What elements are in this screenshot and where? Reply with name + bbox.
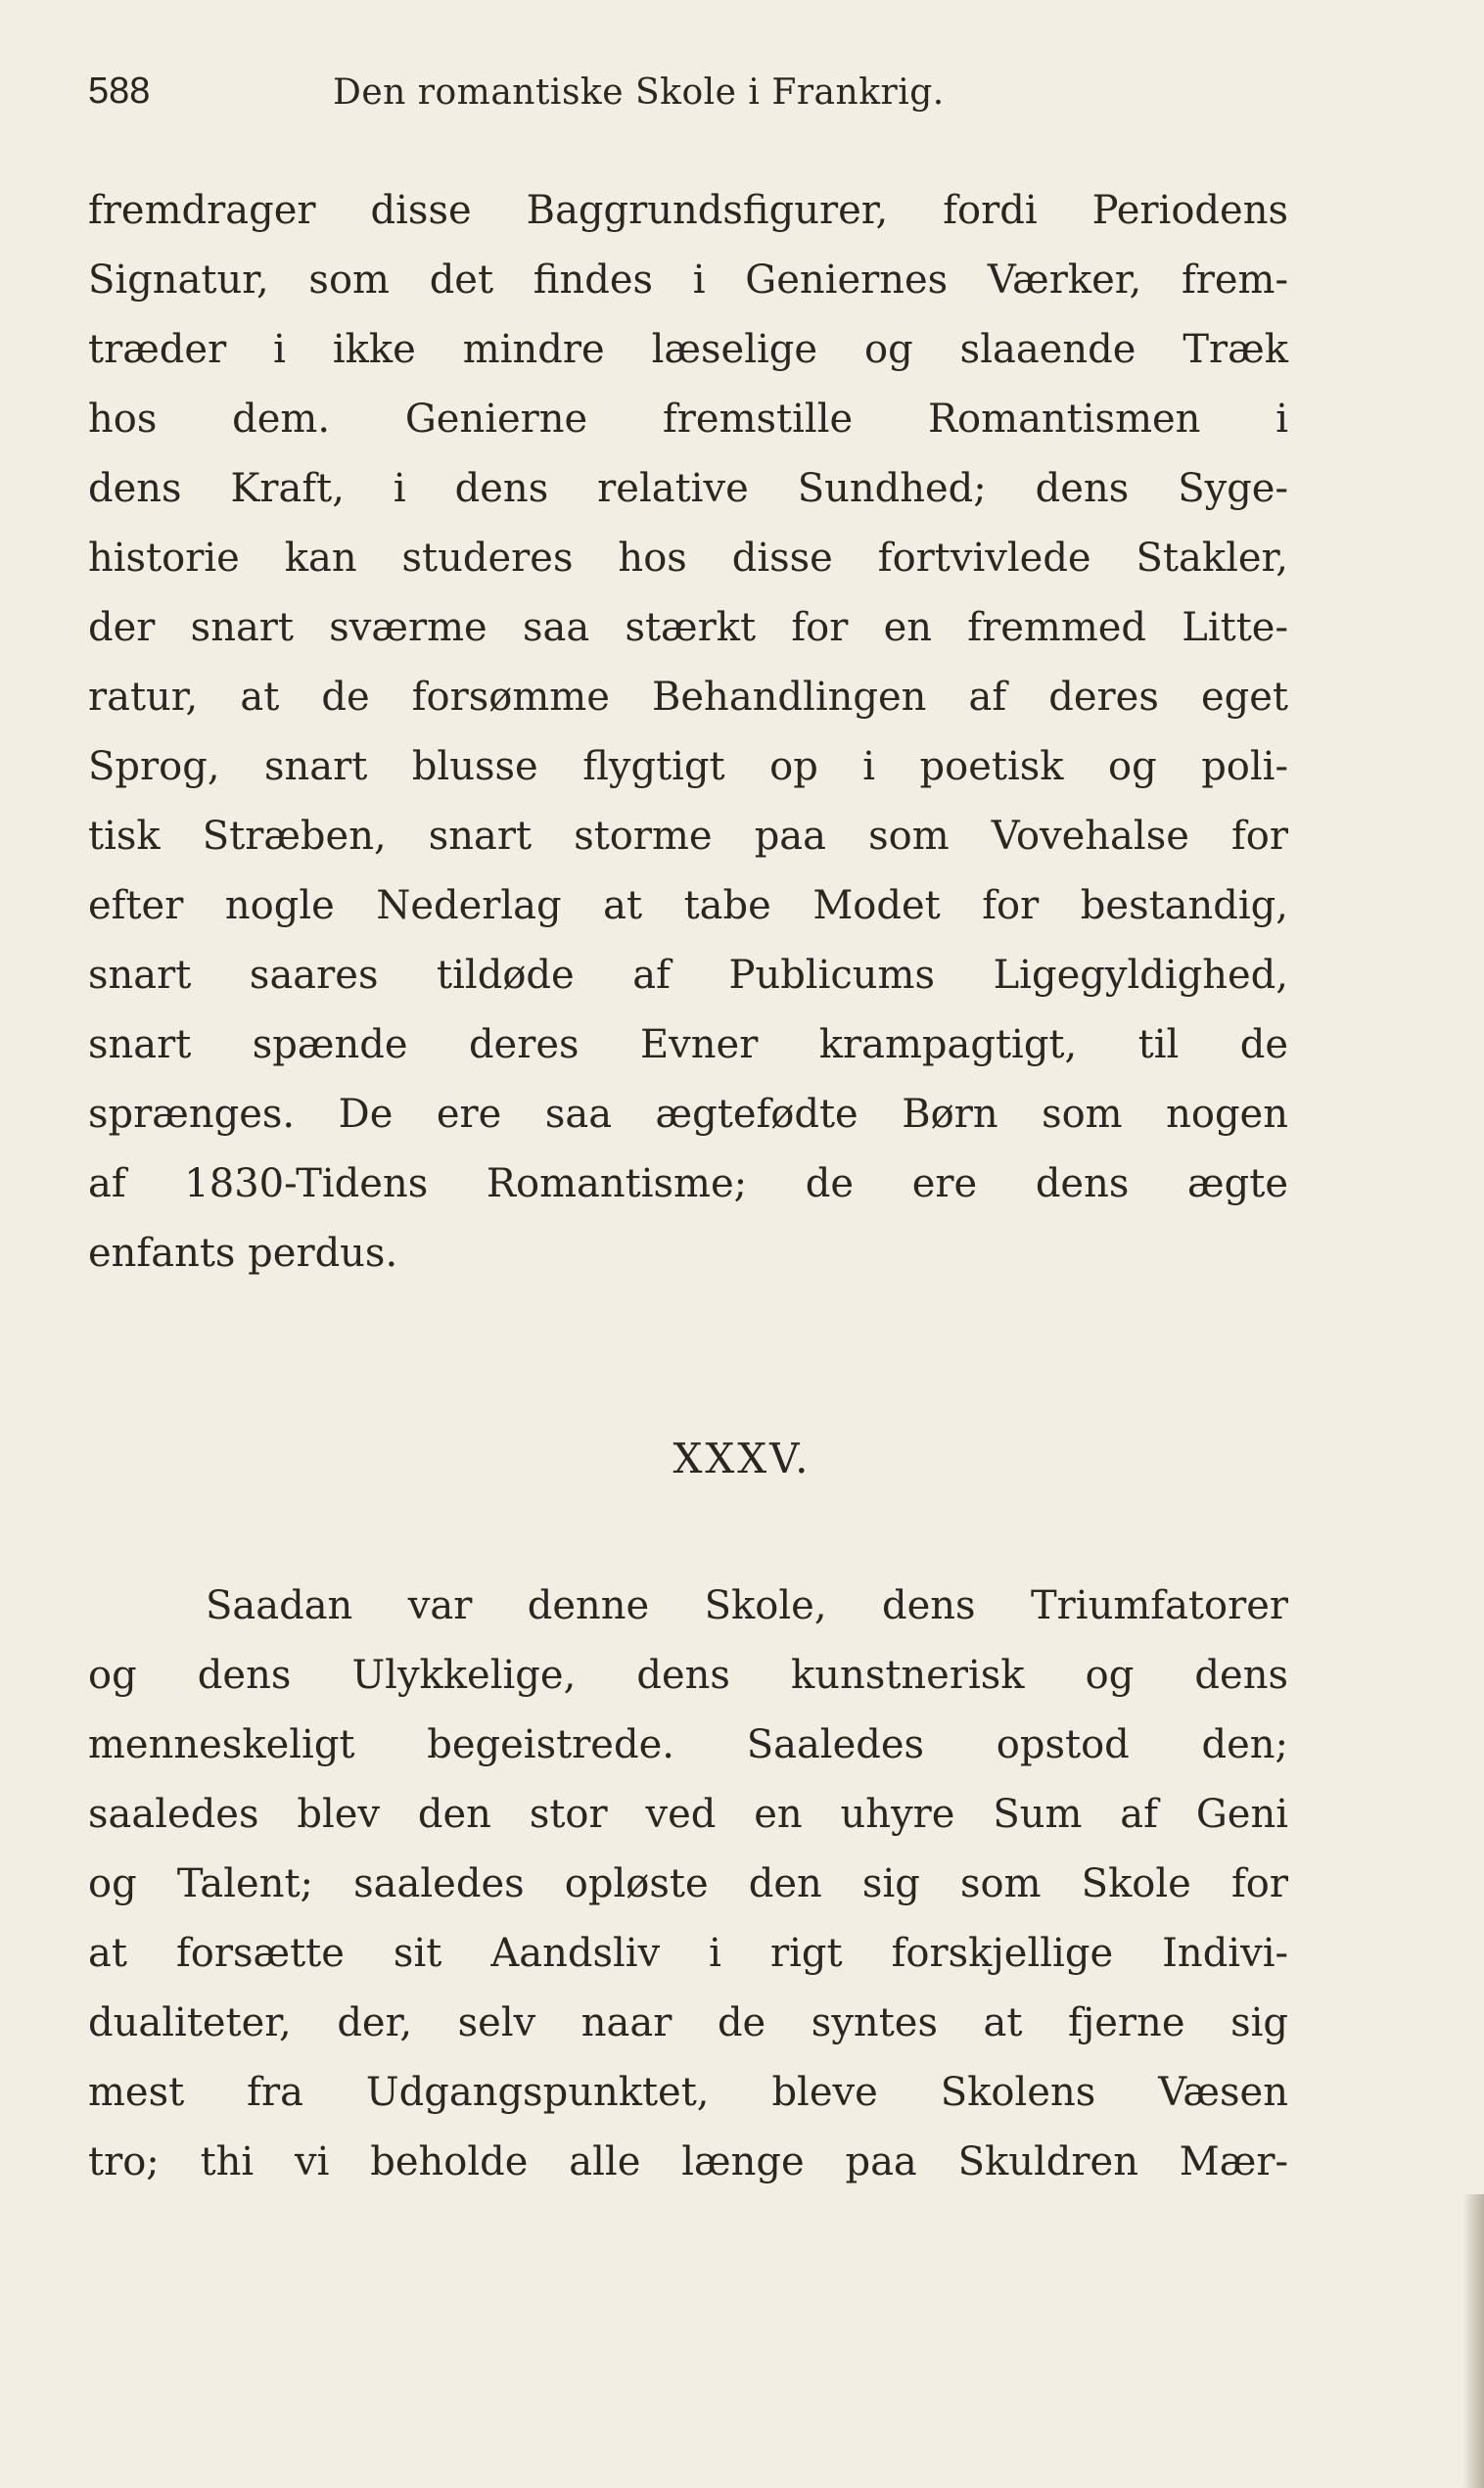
text-line: snart spænde deres Evner krampagtigt, til de — [88, 1022, 1288, 1067]
text-line: Saadan var denne Skole, dens Triumfatorer — [206, 1583, 1288, 1628]
text-line: snart saares tildøde af Publicums Ligegyldighed, — [88, 953, 1288, 998]
text-line: og Talent; saaledes opløste den sig som Skole for — [88, 1861, 1288, 1906]
text-line: menneskeligt begeistrede. Saaledes opstod den; — [88, 1722, 1288, 1767]
text-line: efter nogle Nederlag at tabe Modet for bestandig, — [88, 883, 1288, 928]
text-line: af 1830-Tidens Romantisme; de ere dens ægte — [88, 1161, 1288, 1206]
text-line: historie kan studeres hos disse fortvivlede Stakler, — [88, 536, 1288, 581]
running-title: Den romantiske Skole i Frankrig. — [333, 72, 945, 113]
text-line: at forsætte sit Aandsliv i rigt forskjellige Indivi- — [88, 1931, 1288, 1976]
page-header — [88, 70, 1067, 129]
page-number: 588 — [88, 70, 151, 112]
text-line: tro; thi vi beholde alle længe paa Skuldren Mær- — [88, 2139, 1288, 2184]
text-line: dens Kraft, i dens relative Sundhed; dens Syge- — [88, 466, 1288, 511]
text-line-last: enfants perdus. — [88, 1231, 398, 1276]
text-line: Sprog, snart blusse flygtigt op i poetisk og poli- — [88, 744, 1288, 789]
page-edge-shadow — [1462, 2194, 1484, 2488]
text-line: træder i ikke mindre læselige og slaaende Træk — [88, 327, 1288, 372]
text-line: fremdrager disse Baggrundsfigurer, fordi Periodens — [88, 188, 1288, 233]
text-line: sprænges. De ere saa ægtefødte Børn som nogen — [88, 1092, 1288, 1137]
text-line: tisk Stræben, snart storme paa som Vovehalse for — [88, 814, 1288, 859]
text-line: og dens Ulykkelige, dens kunstnerisk og dens — [88, 1653, 1288, 1698]
text-line: hos dem. Genierne fremstille Romantismen i — [88, 397, 1288, 442]
text-line: dualiteter, der, selv naar de syntes at fjerne sig — [88, 2000, 1288, 2045]
text-line: Signatur, som det findes i Geniernes Værker, frem- — [88, 258, 1288, 303]
text-line: der snart sværme saa stærkt for en fremmed Litte- — [88, 605, 1288, 650]
text-line: saaledes blev den stor ved en uhyre Sum af Geni — [88, 1792, 1288, 1837]
paragraph-2 — [88, 1572, 1288, 2197]
text-line: mest fra Udgangspunktet, bleve Skolens Væsen — [88, 2070, 1288, 2115]
paragraph-1 — [88, 176, 1288, 1289]
section-heading: XXXV. — [672, 1434, 812, 1482]
text-line: ratur, at de forsømme Behandlingen af deres eget — [88, 675, 1288, 720]
